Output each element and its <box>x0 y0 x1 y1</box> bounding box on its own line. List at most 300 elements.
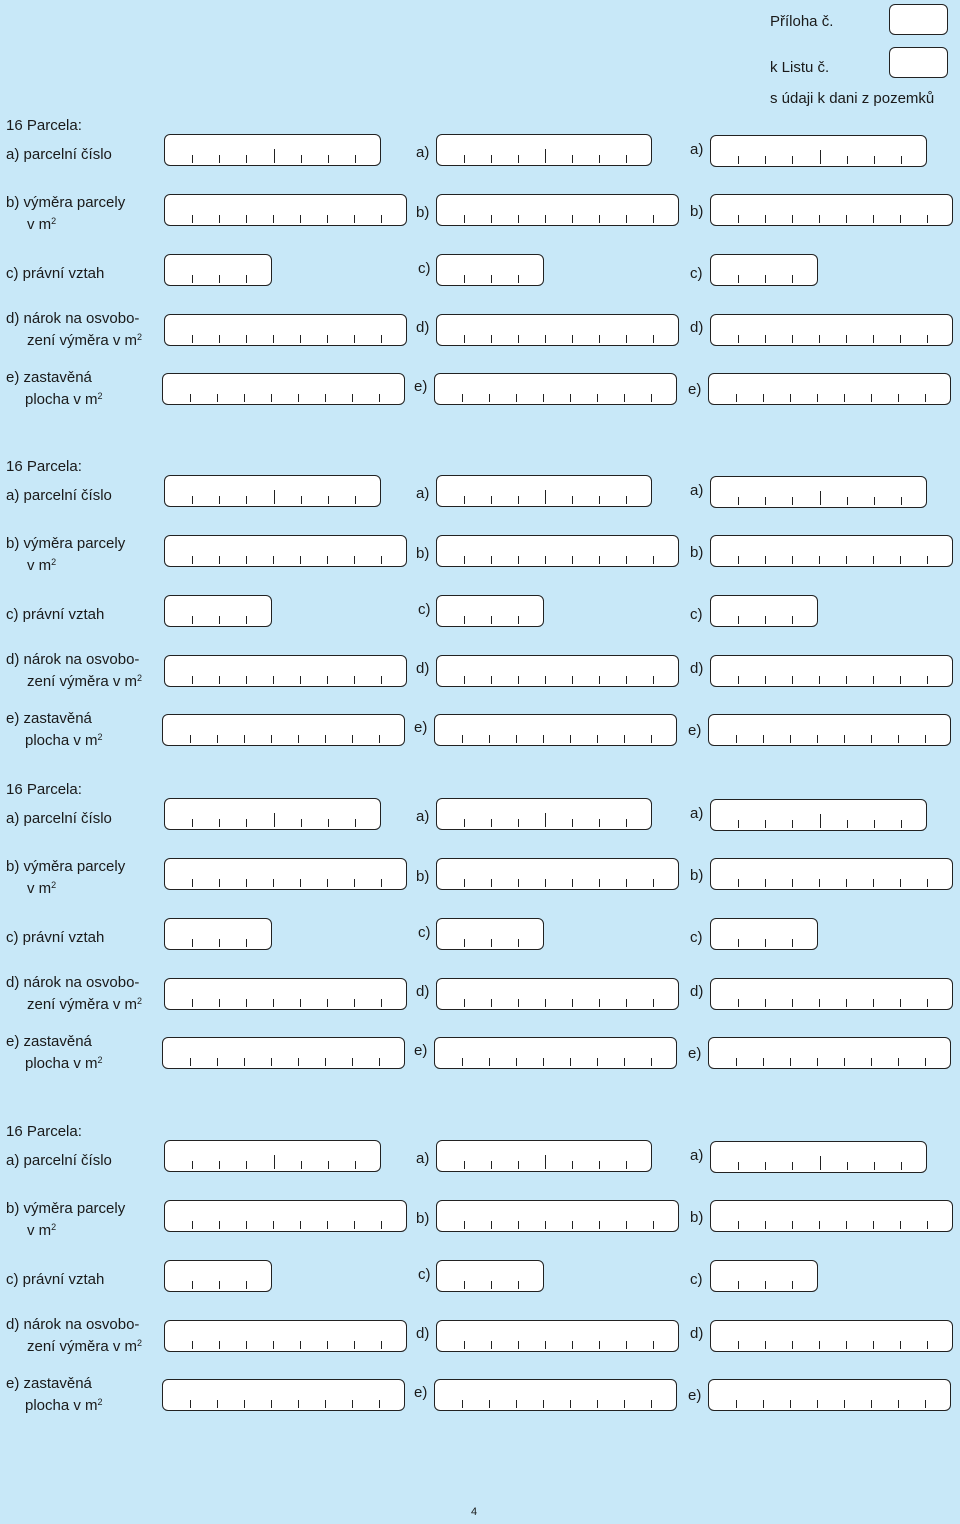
label-narok-unit <box>27 992 142 1014</box>
label-parcelni-cislo-text: a) parcelní číslo <box>6 810 112 827</box>
col2-label-e <box>414 1383 427 1402</box>
box-tick <box>298 735 299 743</box>
box-tick <box>901 1162 902 1170</box>
col2-label-e <box>414 1041 427 1060</box>
box-tick <box>273 676 274 684</box>
box-tick <box>518 819 519 827</box>
box-tick <box>327 879 328 887</box>
label-vymera-unit-text: v m <box>27 1222 52 1239</box>
label-pravni-vztah <box>6 605 104 624</box>
box-tick <box>219 1161 220 1169</box>
col2-d-exemption-area-input[interactable] <box>436 1320 679 1352</box>
box-tick <box>572 676 573 684</box>
col3-c-legal-relation-input[interactable] <box>710 1260 818 1292</box>
listu-number-input[interactable] <box>889 47 948 78</box>
box-tick <box>464 1341 465 1349</box>
box-tick <box>570 735 571 743</box>
col3-label-d <box>690 982 703 1001</box>
label-vymera-unit <box>27 553 56 575</box>
box-tick <box>599 496 600 504</box>
box-tick <box>765 676 766 684</box>
col3-label-c <box>690 264 703 283</box>
col3-d-exemption-area-input[interactable] <box>710 1320 953 1352</box>
box-tick <box>626 819 627 827</box>
col2-c-legal-relation-input[interactable] <box>436 918 544 950</box>
box-tick <box>192 616 193 624</box>
box-tick <box>301 1161 302 1169</box>
col3-c-legal-relation-input[interactable] <box>710 595 818 627</box>
box-tick <box>736 1058 737 1066</box>
box-tick <box>736 1400 737 1408</box>
label-vymera-parcely-text: b) výměra parcely <box>6 1200 126 1217</box>
col2-a-parcel-number-input[interactable] <box>436 134 652 166</box>
box-tick <box>219 616 220 624</box>
col1-e-built-area-input[interactable] <box>162 1037 405 1069</box>
box-tick <box>491 819 492 827</box>
box-tick <box>792 820 793 828</box>
label-narok-unit-text: zení výměra v m <box>27 996 138 1013</box>
box-tick <box>819 676 820 684</box>
col2-e-built-area-input[interactable] <box>434 1379 677 1411</box>
box-tick <box>901 156 902 164</box>
box-tick <box>219 939 220 947</box>
label-parcelni-cislo <box>6 486 112 505</box>
box-tick <box>192 335 193 343</box>
col2-b-area-input[interactable] <box>436 535 679 567</box>
box-tick <box>491 676 492 684</box>
box-tick <box>271 735 272 743</box>
col2-label-a <box>416 807 429 826</box>
box-tick <box>624 1400 625 1408</box>
col3-a-parcel-number-input[interactable] <box>710 1141 927 1173</box>
col3-d-exemption-area-input[interactable] <box>710 314 953 346</box>
box-tick <box>572 335 573 343</box>
box-tick <box>738 1162 739 1170</box>
box-tick <box>217 1058 218 1066</box>
col3-label-a <box>690 481 703 500</box>
box-tick <box>792 676 793 684</box>
col3-c-legal-relation-input[interactable] <box>710 254 818 286</box>
box-tick <box>763 394 764 402</box>
subtitle: s údaji k dani z pozemků <box>770 90 935 107</box>
col2-label-e <box>414 718 427 737</box>
box-tick <box>192 1161 193 1169</box>
col2-e-built-area-input[interactable] <box>434 1037 677 1069</box>
box-tick <box>545 335 546 343</box>
label-zastavena-unit <box>25 1393 103 1415</box>
label-zastavena-unit-superscript: 2 <box>97 732 103 742</box>
box-tick <box>790 735 791 743</box>
col2-d-exemption-area-input[interactable] <box>436 655 679 687</box>
box-tick <box>819 1221 820 1229</box>
box-tick <box>898 1058 899 1066</box>
box-tick <box>244 735 245 743</box>
col1-b-area-input[interactable] <box>164 194 407 226</box>
box-tick <box>572 496 573 504</box>
box-tick <box>651 735 652 743</box>
box-tick <box>489 735 490 743</box>
priloha-number-input[interactable] <box>889 4 948 35</box>
box-tick <box>653 1221 654 1229</box>
col2-a-parcel-number-input[interactable] <box>436 1140 652 1172</box>
col3-label-d-text: d) <box>690 983 704 1000</box>
col3-label-e-text: e) <box>688 381 702 398</box>
box-tick <box>192 999 193 1007</box>
box-tick <box>873 556 874 564</box>
box-tick <box>246 819 247 827</box>
box-tick <box>927 1341 928 1349</box>
box-tick <box>274 490 275 504</box>
box-tick <box>765 556 766 564</box>
box-tick <box>738 616 739 624</box>
box-tick <box>190 1058 191 1066</box>
box-tick <box>844 1400 845 1408</box>
box-tick <box>545 1221 546 1229</box>
box-tick <box>300 556 301 564</box>
box-tick <box>379 394 380 402</box>
box-tick <box>927 215 928 223</box>
box-tick <box>246 616 247 624</box>
box-tick <box>572 879 573 887</box>
box-tick <box>599 556 600 564</box>
box-tick <box>325 1400 326 1408</box>
box-tick <box>765 215 766 223</box>
box-tick <box>244 1400 245 1408</box>
box-tick <box>300 676 301 684</box>
box-tick <box>599 155 600 163</box>
box-tick <box>900 999 901 1007</box>
col1-a-parcel-number-input[interactable] <box>164 798 381 830</box>
col2-label-c-text: c) <box>418 601 431 618</box>
label-narok-unit <box>27 1334 142 1356</box>
col2-label-b <box>416 203 429 222</box>
col3-e-built-area-input[interactable] <box>708 714 951 746</box>
col3-label-b-text: b) <box>690 544 704 561</box>
box-tick <box>765 879 766 887</box>
box-tick <box>765 616 766 624</box>
box-tick <box>572 819 573 827</box>
col2-label-c <box>418 600 431 619</box>
label-narok-unit-text: zení výměra v m <box>27 1338 138 1355</box>
col3-c-legal-relation-input[interactable] <box>710 918 818 950</box>
box-tick <box>516 1058 517 1066</box>
box-tick <box>300 999 301 1007</box>
col1-c-legal-relation-input[interactable] <box>164 595 272 627</box>
parcela-heading <box>6 116 82 135</box>
label-zastavena-unit-superscript: 2 <box>97 1055 103 1065</box>
box-tick <box>464 496 465 504</box>
box-tick <box>874 156 875 164</box>
label-narok-unit-superscript: 2 <box>137 673 143 683</box>
col3-b-area-input[interactable] <box>710 1200 953 1232</box>
col2-c-legal-relation-input[interactable] <box>436 595 544 627</box>
box-tick <box>846 1341 847 1349</box>
col3-e-built-area-input[interactable] <box>708 1379 951 1411</box>
box-tick <box>462 394 463 402</box>
box-tick <box>518 616 519 624</box>
label-zastavena-unit <box>25 1051 103 1073</box>
box-tick <box>246 215 247 223</box>
box-tick <box>597 1400 598 1408</box>
box-tick <box>327 556 328 564</box>
col3-label-c <box>690 605 703 624</box>
col3-label-d-text: d) <box>690 1325 704 1342</box>
col3-b-area-input[interactable] <box>710 535 953 567</box>
col2-e-built-area-input[interactable] <box>434 714 677 746</box>
col1-b-area-input[interactable] <box>164 858 407 890</box>
col2-label-a <box>416 143 429 162</box>
box-tick <box>219 496 220 504</box>
col3-d-exemption-area-input[interactable] <box>710 978 953 1010</box>
box-tick <box>763 1400 764 1408</box>
box-tick <box>489 1058 490 1066</box>
box-tick <box>927 556 928 564</box>
col1-a-parcel-number-input[interactable] <box>164 475 381 507</box>
box-tick <box>381 556 382 564</box>
box-tick <box>927 999 928 1007</box>
box-tick <box>847 820 848 828</box>
box-tick <box>545 215 546 223</box>
box-tick <box>847 1162 848 1170</box>
box-tick <box>192 939 193 947</box>
box-tick <box>817 1400 818 1408</box>
box-tick <box>300 1341 301 1349</box>
box-tick <box>190 735 191 743</box>
box-tick <box>820 1156 821 1170</box>
label-vymera-parcely-text: b) výměra parcely <box>6 858 126 875</box>
box-tick <box>846 879 847 887</box>
col1-c-legal-relation-input[interactable] <box>164 254 272 286</box>
col1-e-built-area-input[interactable] <box>162 1379 405 1411</box>
box-tick <box>518 1221 519 1229</box>
col1-c-legal-relation-input[interactable] <box>164 918 272 950</box>
col3-a-parcel-number-input[interactable] <box>710 135 927 167</box>
col1-b-area-input[interactable] <box>164 535 407 567</box>
box-tick <box>792 879 793 887</box>
box-tick <box>516 394 517 402</box>
col2-label-d <box>416 1324 429 1343</box>
box-tick <box>327 1341 328 1349</box>
col2-label-d-text: d) <box>416 319 430 336</box>
box-tick <box>489 394 490 402</box>
box-tick <box>738 1221 739 1229</box>
box-tick <box>572 999 573 1007</box>
box-tick <box>518 215 519 223</box>
box-tick <box>898 735 899 743</box>
box-tick <box>570 1058 571 1066</box>
box-tick <box>927 1221 928 1229</box>
label-zastavena <box>6 368 92 387</box>
box-tick <box>273 1341 274 1349</box>
box-tick <box>518 496 519 504</box>
box-tick <box>873 1341 874 1349</box>
col3-label-c-text: c) <box>690 929 703 946</box>
box-tick <box>219 819 220 827</box>
col3-b-area-input[interactable] <box>710 194 953 226</box>
box-tick <box>271 394 272 402</box>
box-tick <box>273 1221 274 1229</box>
box-tick <box>300 1221 301 1229</box>
label-vymera-parcely-text: b) výměra parcely <box>6 194 126 211</box>
box-tick <box>462 735 463 743</box>
box-tick <box>597 735 598 743</box>
box-tick <box>354 999 355 1007</box>
box-tick <box>354 1221 355 1229</box>
col2-label-c-text: c) <box>418 1266 431 1283</box>
box-tick <box>790 1058 791 1066</box>
box-tick <box>819 1341 820 1349</box>
col1-d-exemption-area-input[interactable] <box>164 978 407 1010</box>
box-tick <box>518 676 519 684</box>
box-tick <box>599 1341 600 1349</box>
box-tick <box>792 1341 793 1349</box>
box-tick <box>626 215 627 223</box>
box-tick <box>298 394 299 402</box>
col2-label-d-text: d) <box>416 983 430 1000</box>
col3-a-parcel-number-input[interactable] <box>710 476 927 508</box>
box-tick <box>626 1161 627 1169</box>
col3-label-a-text: a) <box>690 1147 704 1164</box>
col3-b-area-input[interactable] <box>710 858 953 890</box>
box-tick <box>192 1341 193 1349</box>
box-tick <box>274 813 275 827</box>
box-tick <box>192 496 193 504</box>
box-tick <box>219 676 220 684</box>
col2-b-area-input[interactable] <box>436 858 679 890</box>
box-tick <box>572 1341 573 1349</box>
box-tick <box>274 1155 275 1169</box>
label-pravni-vztah-text: c) právní vztah <box>6 1271 105 1288</box>
col2-label-e-text: e) <box>414 719 428 736</box>
box-tick <box>491 556 492 564</box>
box-tick <box>626 676 627 684</box>
box-tick <box>300 215 301 223</box>
box-tick <box>355 1161 356 1169</box>
col1-d-exemption-area-input[interactable] <box>164 314 407 346</box>
box-tick <box>846 676 847 684</box>
box-tick <box>543 1400 544 1408</box>
col3-e-built-area-input[interactable] <box>708 1037 951 1069</box>
box-tick <box>765 335 766 343</box>
col3-e-built-area-input[interactable] <box>708 373 951 405</box>
col1-a-parcel-number-input[interactable] <box>164 1140 381 1172</box>
box-tick <box>626 1341 627 1349</box>
col2-d-exemption-area-input[interactable] <box>436 314 679 346</box>
box-tick <box>792 616 793 624</box>
col1-e-built-area-input[interactable] <box>162 373 405 405</box>
col2-b-area-input[interactable] <box>436 1200 679 1232</box>
col1-c-legal-relation-input[interactable] <box>164 1260 272 1292</box>
box-tick <box>819 999 820 1007</box>
parcela-heading-text: 16 Parcela: <box>6 117 82 134</box>
box-tick <box>354 556 355 564</box>
box-tick <box>819 879 820 887</box>
label-parcelni-cislo-text: a) parcelní číslo <box>6 487 112 504</box>
col2-label-d-text: d) <box>416 660 430 677</box>
box-tick <box>219 215 220 223</box>
col3-label-a-text: a) <box>690 805 704 822</box>
box-tick <box>901 820 902 828</box>
box-tick <box>328 819 329 827</box>
box-tick <box>597 394 598 402</box>
col2-a-parcel-number-input[interactable] <box>436 798 652 830</box>
label-pravni-vztah-text: c) právní vztah <box>6 265 105 282</box>
parcela-heading <box>6 457 82 476</box>
col1-a-parcel-number-input[interactable] <box>164 134 381 166</box>
box-tick <box>192 215 193 223</box>
box-tick <box>792 215 793 223</box>
col2-c-legal-relation-input[interactable] <box>436 1260 544 1292</box>
box-tick <box>379 735 380 743</box>
label-vymera-unit-superscript: 2 <box>51 1222 57 1232</box>
label-pravni-vztah <box>6 264 104 283</box>
box-tick <box>301 496 302 504</box>
col2-label-e-text: e) <box>414 1384 428 1401</box>
box-tick <box>847 497 848 505</box>
box-tick <box>325 1058 326 1066</box>
col2-label-a <box>416 484 429 503</box>
box-tick <box>765 275 766 283</box>
box-tick <box>355 819 356 827</box>
col3-label-b <box>690 543 703 562</box>
col2-d-exemption-area-input[interactable] <box>436 978 679 1010</box>
box-tick <box>246 879 247 887</box>
col2-b-area-input[interactable] <box>436 194 679 226</box>
box-tick <box>273 999 274 1007</box>
col2-c-legal-relation-input[interactable] <box>436 254 544 286</box>
box-tick <box>327 676 328 684</box>
col2-a-parcel-number-input[interactable] <box>436 475 652 507</box>
box-tick <box>738 999 739 1007</box>
label-zastavena-unit-text: plocha v m <box>25 391 98 408</box>
col1-d-exemption-area-input[interactable] <box>164 655 407 687</box>
box-tick <box>327 999 328 1007</box>
box-tick <box>738 1341 739 1349</box>
box-tick <box>355 155 356 163</box>
col3-d-exemption-area-input[interactable] <box>710 655 953 687</box>
col1-e-built-area-input[interactable] <box>162 714 405 746</box>
box-tick <box>792 497 793 505</box>
box-tick <box>873 1221 874 1229</box>
box-tick <box>327 1221 328 1229</box>
box-tick <box>765 156 766 164</box>
box-tick <box>246 1281 247 1289</box>
col1-b-area-input[interactable] <box>164 1200 407 1232</box>
label-zastavena-unit <box>25 728 103 750</box>
box-tick <box>518 879 519 887</box>
col2-e-built-area-input[interactable] <box>434 373 677 405</box>
col3-label-b <box>690 866 703 885</box>
label-zastavena-text: e) zastavěná <box>6 1375 92 1392</box>
box-tick <box>545 556 546 564</box>
box-tick <box>846 999 847 1007</box>
col1-d-exemption-area-input[interactable] <box>164 1320 407 1352</box>
col3-a-parcel-number-input[interactable] <box>710 799 927 831</box>
box-tick <box>352 735 353 743</box>
col2-label-b <box>416 544 429 563</box>
col2-label-d <box>416 318 429 337</box>
box-tick <box>352 394 353 402</box>
label-narok-osvobozeni <box>6 650 139 669</box>
label-vymera-unit <box>27 876 56 898</box>
box-tick <box>653 676 654 684</box>
box-tick <box>653 999 654 1007</box>
box-tick <box>570 394 571 402</box>
box-tick <box>491 1341 492 1349</box>
col3-label-e-text: e) <box>688 1387 702 1404</box>
box-tick <box>219 556 220 564</box>
parcel-section <box>0 455 960 755</box>
